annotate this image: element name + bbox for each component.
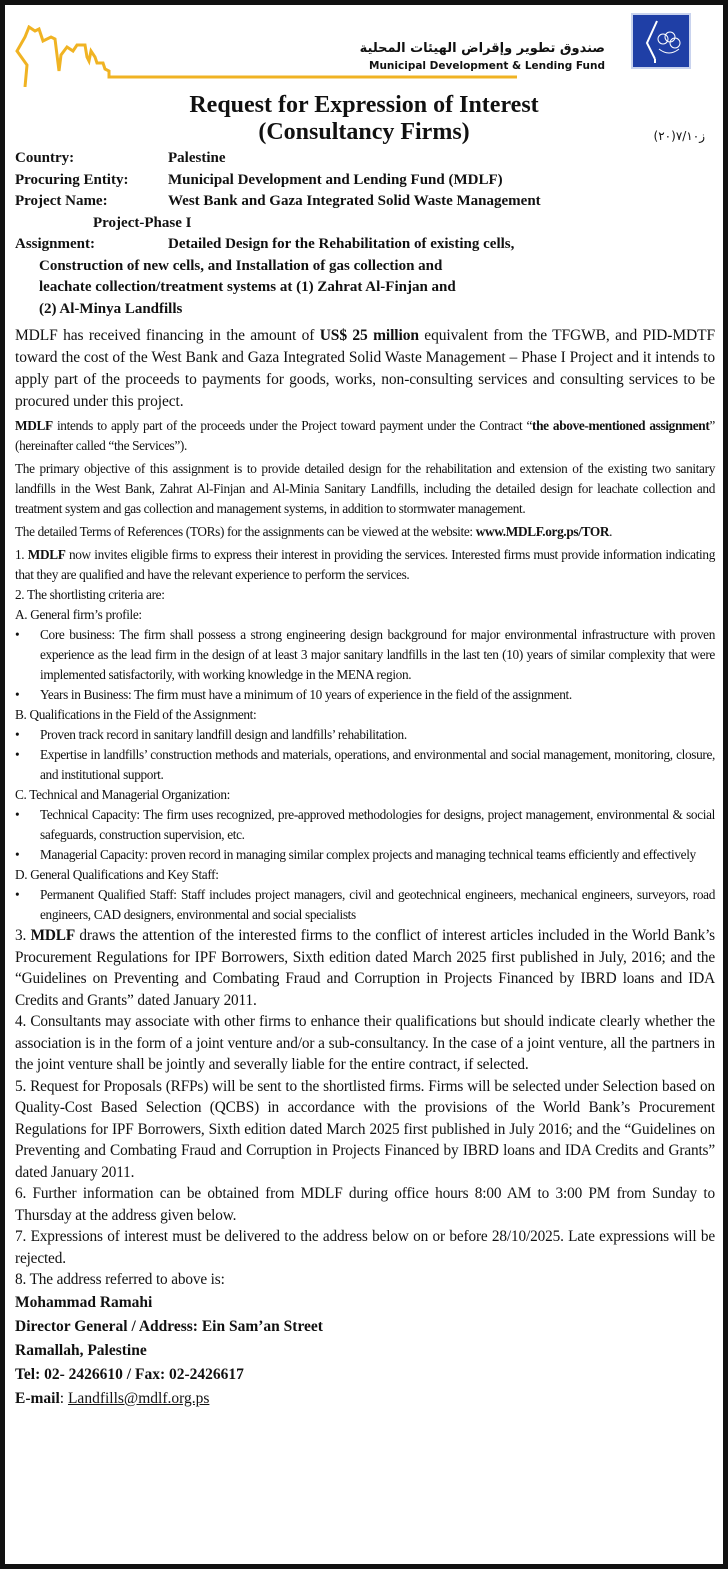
project-label: Project Name: bbox=[15, 193, 108, 209]
contact-city: Ramallah, Palestine bbox=[15, 1341, 147, 1359]
section-heading bbox=[15, 585, 715, 605]
text-run: 8. The address referred to above is: bbox=[15, 1271, 225, 1288]
bold-text: MDLF bbox=[30, 927, 76, 944]
entity-label: Procuring Entity: bbox=[15, 171, 129, 188]
numbered-paragraph bbox=[15, 1011, 715, 1076]
bullet-item bbox=[15, 725, 715, 745]
bullet-text bbox=[40, 745, 715, 785]
criteria-section bbox=[15, 416, 715, 925]
bold-text: MDLF bbox=[15, 418, 53, 433]
contact-email-row: E-mail: Landfills@mdlf.org.ps bbox=[15, 1389, 210, 1407]
page-title bbox=[5, 92, 723, 146]
bold-text: MDLF bbox=[27, 547, 66, 562]
numbered-paragraph bbox=[15, 1226, 715, 1269]
bold-text: US$ 25 million bbox=[319, 327, 419, 344]
numbered-paragraph bbox=[15, 1076, 715, 1184]
section-heading bbox=[15, 605, 715, 625]
assignment-cont-2: leachate collection/treatment systems at (1) Zahrat Al-Finjan and bbox=[39, 279, 456, 295]
section-heading bbox=[15, 785, 715, 805]
text-run: 1. bbox=[15, 547, 28, 562]
project-value-cont: Project-Phase I bbox=[93, 214, 192, 231]
city-skyline-logo bbox=[13, 25, 523, 87]
text-run: C. Technical and Managerial Organization: bbox=[15, 787, 230, 802]
assignment-label: Assignment: bbox=[15, 236, 96, 252]
bullet-text bbox=[40, 885, 715, 925]
text-run: equivalent from the TFGWB, and PID-MDTF toward the cost of the West Bank and Gaza Integrated Solid Waste Management – Phase I Project and it intends to apply part of the proceeds to payments for goods, works, non-consulting services and consulting services to be procured under this project. bbox=[15, 327, 715, 410]
numbered-paragraph bbox=[15, 1269, 715, 1291]
text-run: A. General firm’s profile: bbox=[15, 607, 142, 622]
bullet-item bbox=[15, 845, 715, 865]
bullet-item bbox=[15, 885, 715, 925]
bullet-item bbox=[15, 805, 715, 845]
bullet-item bbox=[15, 745, 715, 785]
text-run: 7. Expressions of interest must be delivered to the address below on or before 28/10/2025. Late expressions will be rejected. bbox=[15, 1228, 715, 1267]
text-run: 3. bbox=[15, 927, 31, 944]
assignment-cont-3: (2) Al-Minya Landfills bbox=[39, 300, 183, 317]
contact-name: Mohammad Ramahi bbox=[15, 1293, 153, 1311]
bullet-icon: • bbox=[15, 807, 20, 822]
numbered-paragraph bbox=[15, 1183, 715, 1226]
bullet-icon: • bbox=[15, 627, 20, 642]
text-run: draws the attention of the interested firms to the conflict of interest articles included in the World Bank’s Procurement Regulations for IPF Borrowers, Sixth edition dated March 2025 first published in July, 2016; and the “Guidelines on Preventing and Combating Fraud and Corruption in Projects Financed by IBRD loans and IDA Credits and Grants” dated January 2011. bbox=[15, 927, 715, 1009]
assignment-cont-1: Construction of new cells, and Installation of gas collection and bbox=[39, 257, 443, 274]
text-run: D. General Qualifications and Key Staff: bbox=[15, 867, 219, 882]
project-fields bbox=[15, 148, 715, 320]
entity-value: Municipal Development and Lending Fund (MDLF) bbox=[168, 171, 503, 188]
text-run: now invites eligible firms to express their interest in providing the services. Interested firms must provide information indicating that they are qualified and have the relevant experience to perform the services. bbox=[15, 547, 715, 582]
section-heading bbox=[15, 865, 715, 885]
org-name-english: Municipal Development & Lending Fund bbox=[369, 60, 605, 72]
text-run: 5. Request for Proposals (RFPs) will be sent to the shortlisted firms. Firms will be selected under Selection based on Quality-Cost Based Selection (QCBS) in accordance with the provisions of the World Bank’s Procurement Regulations for IPF Borrowers, Sixth edition dated March 2025 first published in July 2016; and the “Guidelines on Preventing and Combating Fraud and Corruption in Projects Financed by IBRD loans and IDA Credits and Grants” dated January 2011. bbox=[15, 1077, 715, 1181]
paragraph bbox=[15, 416, 715, 456]
text-run: 6. Further information can be obtained from MDLF during office hours 8:00 AM to 3:00 PM from Sunday to Thursday at the address given below. bbox=[15, 1185, 715, 1224]
reference-number: ز٧/١٠(٢٠) bbox=[653, 129, 705, 143]
bullet-icon: • bbox=[15, 727, 20, 742]
text-run: Managerial Capacity: proven record in managing similar complex projects and managing technical teams efficiently and effectively bbox=[40, 847, 696, 862]
contact-block bbox=[15, 1291, 715, 1411]
text-run: 2. The shortlisting criteria are: bbox=[15, 587, 165, 602]
paragraph bbox=[15, 459, 715, 519]
text-run: Proven track record in sanitary landfill design and landfills’ rehabilitation. bbox=[40, 727, 407, 742]
bullet-text bbox=[40, 805, 715, 845]
bullet-text bbox=[40, 845, 715, 865]
bold-text: the above-mentioned assignment bbox=[532, 418, 710, 433]
bullet-text bbox=[40, 625, 715, 685]
contact-phones: Tel: 02- 2426610 / Fax: 02-2426617 bbox=[15, 1365, 244, 1383]
title-line-1: Request for Expression of Interest bbox=[189, 92, 539, 118]
email-link[interactable]: Landfills@mdlf.org.ps bbox=[67, 1389, 210, 1407]
bullet-item bbox=[15, 685, 715, 705]
text-run: Permanent Qualified Staff: Staff includes project managers, civil and geotechnical engineers, mechanical engineers, surveyors, road engineers, CAD designers, environmental and social specialists bbox=[40, 887, 715, 922]
text-run: The detailed Terms of References (TORs) for the assignments can be viewed at the website: bbox=[15, 524, 476, 539]
bullet-icon: • bbox=[15, 887, 20, 902]
text-run: ” (hereinafter called “the Services”). bbox=[15, 418, 715, 453]
bullet-text bbox=[40, 685, 715, 705]
email-label: E-mail bbox=[15, 1389, 60, 1407]
org-name-arabic: صندوق تطوير وإقراض الهيئات المحلية bbox=[359, 41, 605, 56]
section-heading bbox=[15, 705, 715, 725]
text-run: The primary objective of this assignment is to provide detailed design for the rehabilitation and extension of the existing two sanitary landfills in the West Bank, Zahrat Al-Finjan and Al-Minia Sanitary Landfills, including the detailed design for leachate collection and treatment system and gas collection and management systems, in addition to stormwater management. bbox=[15, 461, 715, 516]
intro-paragraph bbox=[15, 325, 715, 413]
bullet-icon: • bbox=[15, 847, 20, 862]
paragraph bbox=[15, 522, 715, 542]
bullet-item bbox=[15, 625, 715, 685]
contact-role-address: Director General / Address: Ein Sam’an Street bbox=[15, 1317, 323, 1335]
letterhead bbox=[5, 5, 723, 83]
text-run: Expertise in landfills’ construction methods and materials, operations, and environmental and social management, monitoring, closure, and institutional support. bbox=[40, 747, 715, 782]
text-run: 4. Consultants may associate with other firms to enhance their qualifications but should indicate clearly whether the association is in the form of a joint venture and/or a sub-consultancy. In the case of a joint venture, all the partners in the joint venture shall be jointly and severally liable for the entire contract, if selected. bbox=[15, 1013, 715, 1073]
text-run: B. Qualifications in the Field of the Assignment: bbox=[15, 707, 257, 722]
country-label: Country: bbox=[15, 150, 75, 166]
bullet-icon: • bbox=[15, 747, 20, 762]
bold-text: www.MDLF.org.ps/TOR bbox=[475, 524, 610, 539]
paragraph bbox=[15, 545, 715, 585]
bullet-icon: • bbox=[15, 687, 20, 702]
title-line-2: (Consultancy Firms) bbox=[258, 119, 470, 145]
text-run: Technical Capacity: The firm uses recognized, pre-approved methodologies for designs, project management, environmental & social safeguards, construction supervision, etc. bbox=[40, 807, 715, 842]
text-run: Years in Business: The firm must have a minimum of 10 years of experience in the field of the assignment. bbox=[40, 687, 572, 702]
numbered-paragraph bbox=[15, 925, 715, 1011]
text-run: MDLF has received financing in the amount of bbox=[15, 327, 320, 344]
assignment-value: Detailed Design for the Rehabilitation of existing cells, bbox=[168, 236, 515, 252]
text-run: . bbox=[609, 524, 613, 539]
project-value: West Bank and Gaza Integrated Solid Waste Management bbox=[168, 193, 541, 209]
mdlf-logo bbox=[631, 13, 691, 69]
country-value: Palestine bbox=[168, 150, 226, 166]
text-run: intends to apply part of the proceeds under the Project toward payment under the Contract “ bbox=[52, 418, 533, 433]
bullet-text bbox=[40, 725, 715, 745]
closing-section bbox=[15, 925, 715, 1291]
text-run: Core business: The firm shall possess a strong engineering design background for major environmental infrastructure with proven experience as the lead firm in the design of at least 3 major sanitary landfills in the last ten (10) years of similar complexity that were implemented satisfactorily, with working knowledge in the MENA region. bbox=[40, 627, 715, 682]
